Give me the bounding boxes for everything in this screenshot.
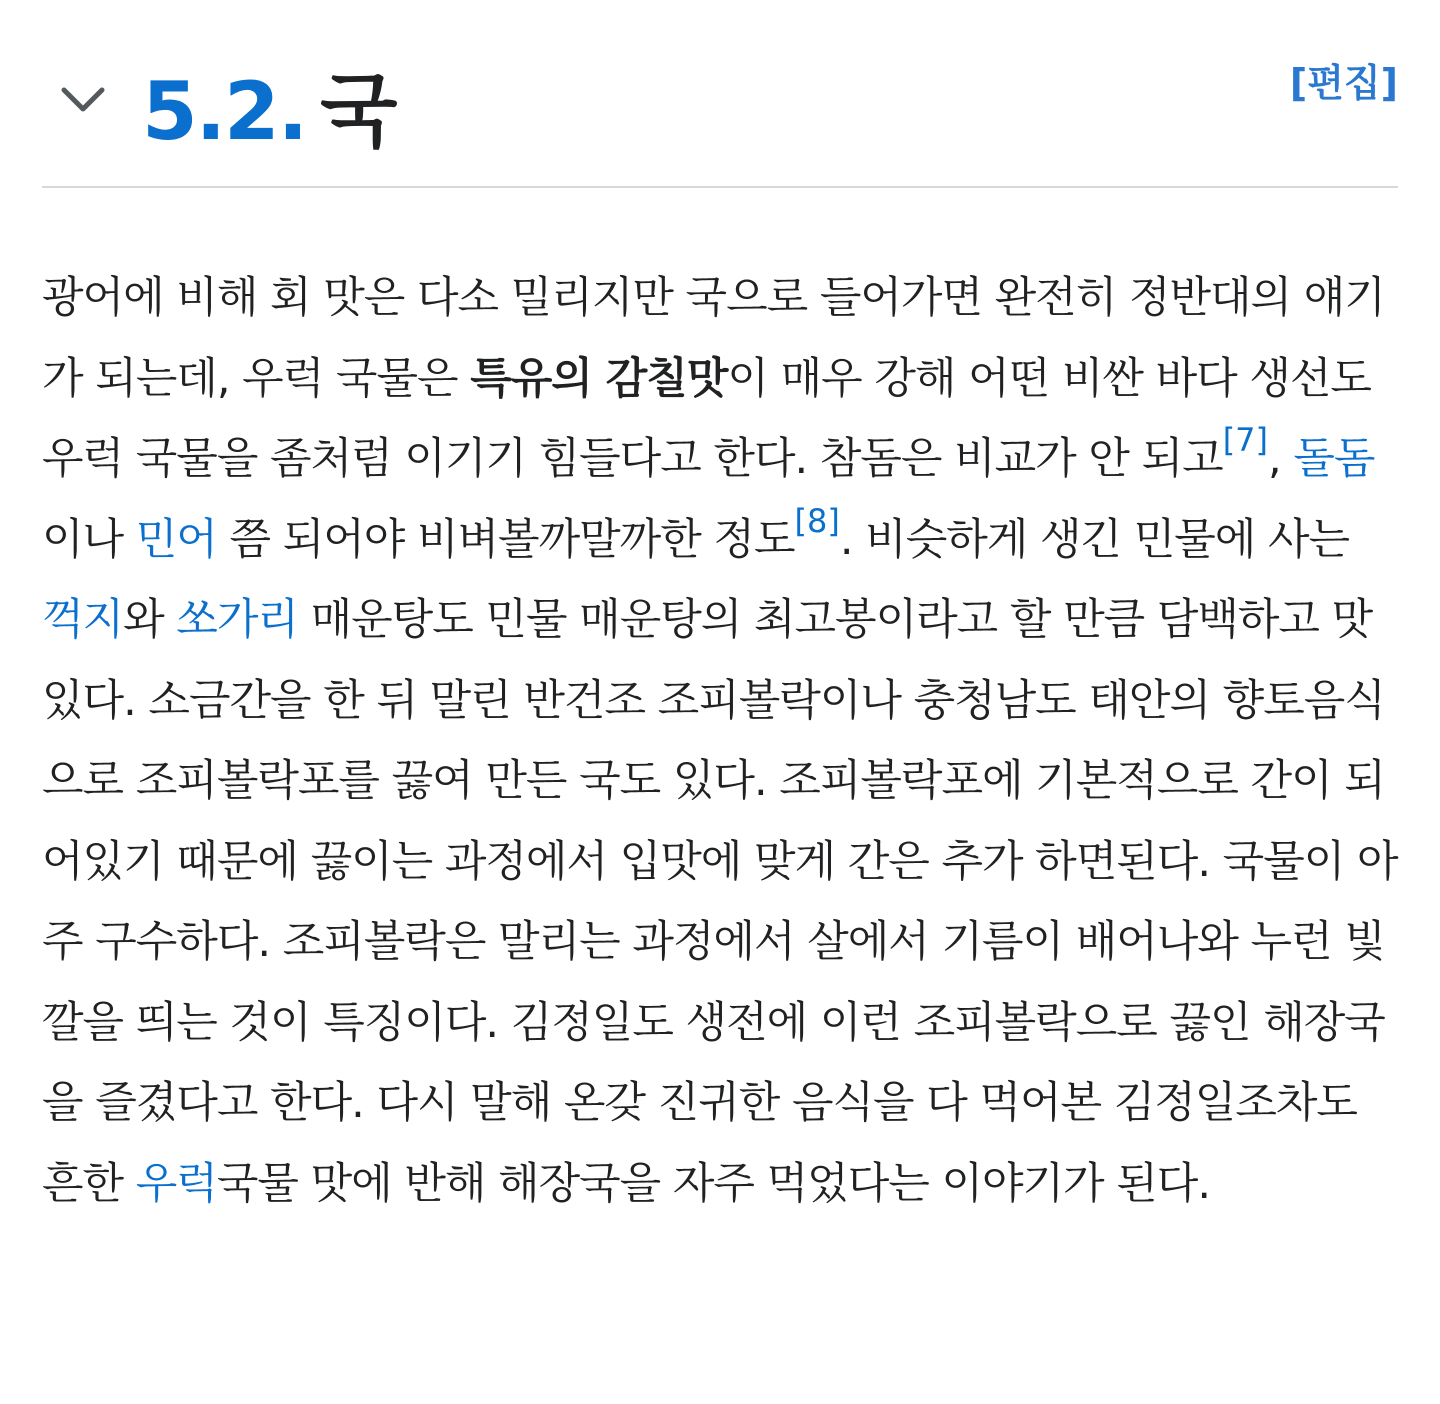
link-doldom[interactable]: 돌돔 bbox=[1293, 434, 1375, 484]
text-segment: 광어에 비해 회 맛은 다소 밀리지만 국으로 들어가면 완전히 정반대의 얘기가 되는데, 우럭 국물은 bbox=[42, 273, 1385, 404]
link-kkeokji[interactable]: 꺽지 bbox=[42, 595, 124, 645]
edit-link[interactable]: [편집] bbox=[1289, 61, 1398, 105]
link-ureok[interactable]: 우럭 bbox=[135, 1158, 217, 1209]
link-mineo[interactable]: 민어 bbox=[135, 514, 217, 565]
text-segment: 와 bbox=[123, 595, 177, 645]
link-ssogari[interactable]: 쏘가리 bbox=[176, 595, 298, 645]
section-title: 국 bbox=[320, 65, 396, 158]
text-segment: 쯤 되어야 비벼볼까말까한 정도 bbox=[216, 514, 795, 565]
footnote-ref-8[interactable]: [8] bbox=[794, 501, 840, 540]
text-segment: 매운탕도 민물 매운탕의 최고봉이라고 할 만큼 담백하고 맛있다. 소금간을 한 뒤 말린 반건조 조피볼락이나 충청남도 태안의 향토음식으로 조피볼락포를 끓여 만든 국도 있다. 조피볼락포에 기본적으로 간이 되어있기 때문에 끓이는 과정에서 입맛에 맞게 간은 추가 하면된다. 국물이 아주 구수하다. 조피볼락은 말리는 과정에서 살에서 기름이 배어나와 누런 빛깔을 띄는 것이 특징이다. 김정일도 생전에 이런 조피볼락으로 끓인 해장국을 즐겼다고 한다. 다시 말해 온갖 진귀한 음식을 다 먹어본 김정일조차도 흔한 bbox=[42, 595, 1398, 1209]
bold-phrase: 특유의 감칠맛 bbox=[470, 353, 728, 404]
chevron-down-icon[interactable] bbox=[60, 82, 106, 116]
text-segment: . 비슷하게 생긴 민물에 사는 bbox=[839, 514, 1350, 565]
section-number: 5.2. bbox=[142, 65, 307, 158]
text-segment: 이 매우 강해 어떤 비싼 바다 생선도 우럭 국물을 좀처럼 이기기 힘들다고 한다. 참돔은 비교가 안 되고 bbox=[42, 353, 1371, 484]
footnote-ref-7[interactable]: [7] bbox=[1222, 421, 1269, 459]
text-segment: 국물 맛에 반해 해장국을 자주 먹었다는 이야기가 된다. bbox=[216, 1158, 1211, 1209]
text-segment: 이나 bbox=[42, 514, 136, 565]
section-heading bbox=[142, 62, 395, 162]
article-paragraph bbox=[42, 258, 1398, 1224]
section-header bbox=[42, 40, 1398, 188]
text-segment: , bbox=[1268, 434, 1294, 484]
